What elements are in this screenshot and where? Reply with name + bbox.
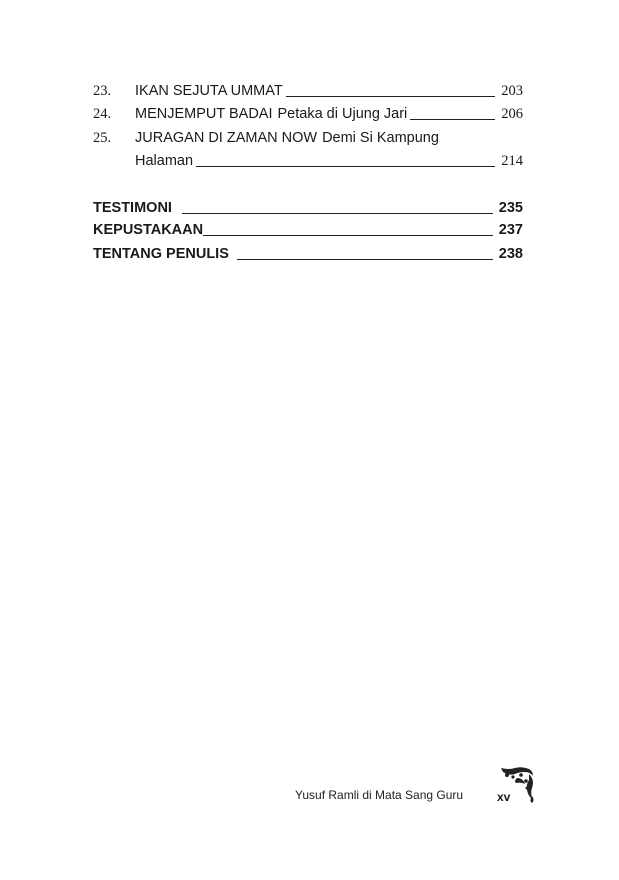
toc-entry-title-continued: Halaman [135, 153, 194, 169]
dot-leader [237, 258, 493, 260]
dot-leader [196, 165, 495, 167]
toc-section-title: TESTIMONI [93, 200, 172, 216]
page-number: xv [497, 790, 511, 804]
dot-leader [203, 234, 493, 236]
toc-section-page: 237 [498, 222, 523, 238]
dot-leader [410, 118, 495, 120]
toc-entry-main-title: JURAGAN DI ZAMAN NOW [135, 130, 318, 146]
dot-leader [182, 212, 493, 214]
toc-entry-subtitle: Demi Si Kampung [322, 130, 439, 146]
toc-entry-page: 206 [501, 106, 523, 122]
toc-entry-page: 214 [501, 153, 523, 169]
toc-section-title: TENTANG PENULIS [93, 246, 229, 262]
toc-section-title: KEPUSTAKAAN [93, 222, 204, 238]
toc-entry-number: 25. [93, 130, 112, 146]
toc-section-page: 238 [498, 246, 523, 262]
dot-leader [286, 95, 496, 97]
toc-entry-page: 203 [501, 83, 523, 99]
toc-entry-number: 24. [93, 106, 112, 122]
toc-entry-title [135, 129, 439, 147]
footer-book-title: Yusuf Ramli di Mata Sang Guru [295, 788, 464, 802]
toc-entry-title [135, 105, 407, 123]
toc-entry-title: IKAN SEJUTA UMMAT [135, 83, 283, 99]
toc-entry-subtitle: Petaka di Ujung Jari [277, 106, 408, 122]
toc-entry-main-title: MENJEMPUT BADAI [135, 106, 273, 122]
toc-section-page: 235 [498, 200, 523, 216]
toc-entry-number: 23. [93, 83, 112, 99]
